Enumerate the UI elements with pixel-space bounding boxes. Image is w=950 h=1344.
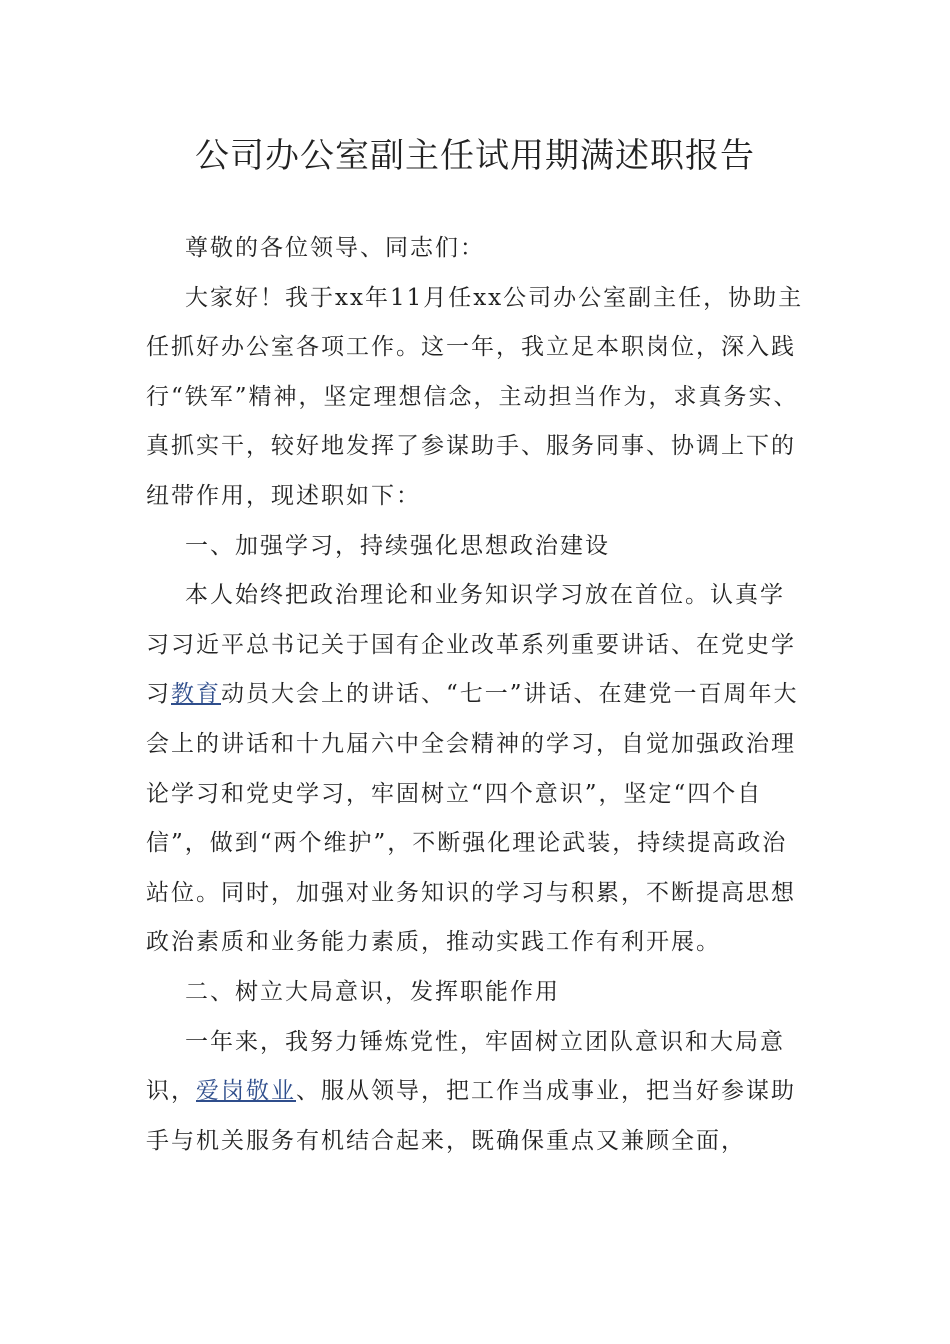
dedication-link[interactable]: 爱岗敬业	[196, 1078, 296, 1105]
section-2-text-before: 一年来，我努力锤炼党性，牢固树立团队意识和大局意识，	[146, 1028, 785, 1105]
salutation: 尊敬的各位领导、同志们：	[185, 235, 485, 261]
section-1-paragraph	[146, 571, 806, 968]
document-body	[146, 224, 806, 1166]
section-2-heading: 二、树立大局意识，发挥职能作用	[185, 978, 560, 1005]
section-1-text-after: 动员大会上的讲话、“七一”讲话、在建党一百周年大会上的讲话和十九届六中全会精神的学习，自觉加强政治理论学习和党史学习，牢固树立“四个意识”，坚定“四个自信”，做到“两个维护”，不断强化理论武装，持续提高政治站位。同时，加强对业务知识的学习与积累，不断提高思想政治素质和业务能力素质，推动实践工作有利开展。	[146, 681, 799, 956]
education-link[interactable]: 教育	[171, 681, 221, 708]
section-1-text-before: 本人始终把政治理论和业务知识学习放在首位。认真学习习近平总书记关于国有企业改革系列重要讲话、在党史学习	[146, 582, 796, 708]
intro-paragraph: 大家好！我于xx年11月任xx公司办公室副主任，协助主任抓好办公室各项工作。这一年，我立足本职岗位，深入践行“铁军”精神，坚定理想信念，主动担当作为，求真务实、真抓实干，较好地发挥了参谋助手、服务同事、协调上下的纽带作用，现述职如下：	[146, 284, 804, 509]
section-2-text-after: 、服从领导，把工作当成事业，把当好参谋助手与机关服务有机结合起来，既确保重点又兼顾全面，	[146, 1078, 796, 1154]
document-title: 公司办公室副主任试用期满述职报告	[195, 136, 755, 176]
section-2-paragraph	[146, 1018, 806, 1167]
section-1-heading: 一、加强学习，持续强化思想政治建设	[185, 532, 610, 559]
